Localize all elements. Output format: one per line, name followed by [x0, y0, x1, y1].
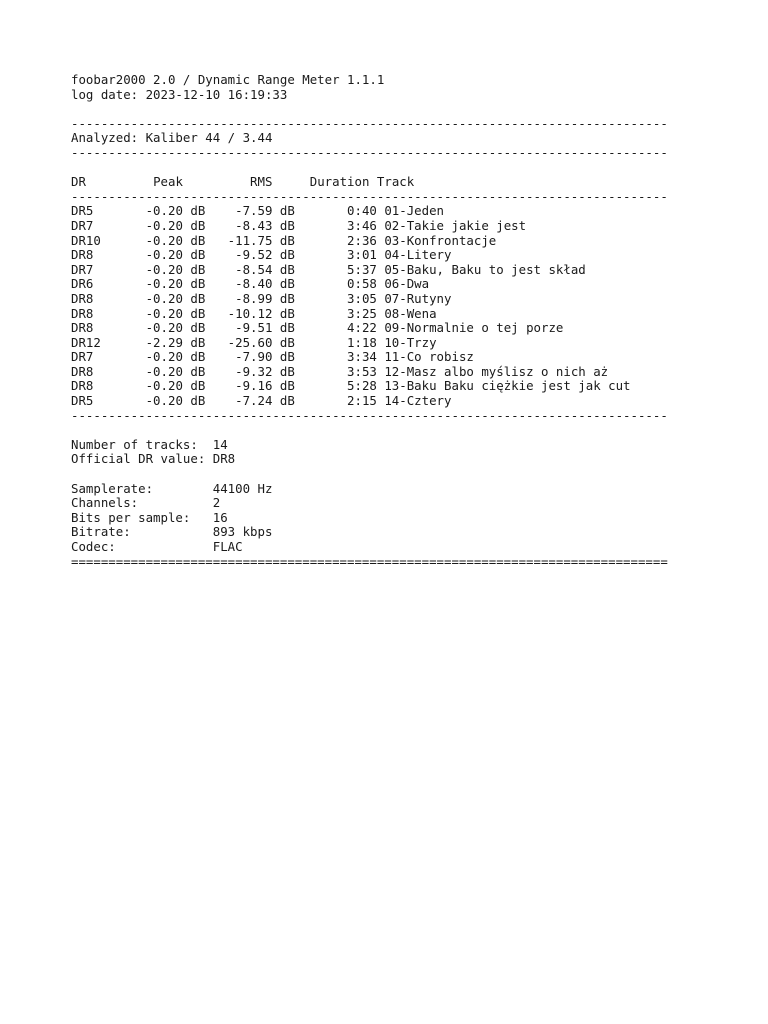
format-list [71, 482, 668, 555]
table-row [71, 365, 668, 380]
blank-line [71, 102, 668, 117]
track-peak: -0.20 dB [138, 261, 206, 277]
track-dr: DR10 [71, 232, 139, 248]
track-rms: -7.24 dB [205, 393, 295, 409]
number-of-tracks-label: Number of tracks: [71, 436, 198, 452]
track-duration: 5:37 [294, 261, 377, 277]
track-name: 08-Wena [384, 305, 437, 321]
format-label: Codec: [71, 539, 213, 554]
track-rms: -8.43 dB [205, 217, 295, 233]
separator: -------------------------------------------------------------------------------- [71, 188, 668, 204]
track-name: 05-Baku, Baku to jest skład [384, 261, 586, 277]
track-duration: 3:34 [294, 349, 377, 365]
track-name: 09-Normalnie o tej porze [384, 320, 564, 336]
track-dr: DR5 [71, 393, 139, 409]
track-peak: -0.20 dB [138, 290, 206, 306]
track-name: 13-Baku Baku ciężkie jest jak cut [384, 378, 631, 394]
separator: -------------------------------------------------------------------------------- [71, 407, 668, 423]
track-rms: -8.40 dB [205, 276, 295, 292]
official-dr-label: Official DR value: [71, 451, 206, 467]
track-peak: -0.20 dB [138, 393, 206, 409]
track-list [71, 204, 668, 408]
dr-log [71, 73, 668, 569]
col-rms: RMS [250, 174, 273, 190]
table-row [71, 350, 668, 365]
track-peak: -0.20 dB [138, 320, 206, 336]
track-dr: DR8 [71, 378, 139, 394]
track-rms: -9.16 dB [205, 378, 295, 394]
track-dr: DR6 [71, 276, 139, 292]
track-dr: DR12 [71, 334, 139, 350]
col-duration: Duration [309, 174, 370, 190]
table-row [71, 234, 668, 249]
table-row [71, 321, 668, 336]
track-dr: DR5 [71, 203, 139, 219]
table-row [71, 394, 668, 409]
track-peak: -0.20 dB [138, 203, 206, 219]
format-label: Bitrate: [71, 524, 213, 540]
format-row [71, 511, 668, 526]
track-name: 11-Co robisz [384, 349, 474, 365]
track-dr: DR7 [71, 349, 139, 365]
track-rms: -9.51 dB [205, 320, 295, 336]
track-rms: -7.59 dB [205, 203, 295, 219]
track-dr: DR7 [71, 217, 139, 233]
number-of-tracks [71, 438, 668, 453]
track-duration: 2:15 [294, 393, 377, 409]
col-dr: DR [71, 174, 86, 190]
track-rms: -9.32 dB [205, 363, 295, 379]
track-duration: 0:58 [294, 276, 377, 292]
track-name: 04-Litery [384, 247, 452, 263]
table-row [71, 336, 668, 351]
track-duration: 1:18 [294, 334, 377, 350]
official-dr [71, 452, 668, 467]
track-name: 12-Masz albo myślisz o nich aż [384, 363, 609, 379]
table-row [71, 277, 668, 292]
track-duration: 3:05 [294, 290, 377, 306]
double-separator: ================================================================================ [71, 553, 668, 569]
table-row [71, 219, 668, 234]
track-peak: -0.20 dB [138, 247, 206, 263]
track-dr: DR8 [71, 290, 139, 306]
track-name: 03-Konfrontacje [384, 232, 497, 248]
track-name: 07-Rutyny [384, 290, 452, 306]
track-rms: -11.75 dB [205, 232, 295, 248]
format-value: FLAC [212, 539, 243, 554]
table-row [71, 263, 668, 278]
table-row [71, 292, 668, 307]
separator: -------------------------------------------------------------------------------- [71, 115, 668, 131]
table-row [71, 379, 668, 394]
format-label: Bits per sample: [71, 509, 213, 525]
track-dr: DR8 [71, 320, 139, 336]
official-dr-value: DR8 [212, 451, 236, 467]
blank-line [71, 423, 668, 438]
app-line: foobar2000 2.0 / Dynamic Range Meter 1.1.1 [71, 72, 385, 87]
track-peak: -0.20 dB [138, 363, 206, 379]
track-peak: -0.20 dB [138, 217, 206, 233]
blank-line [71, 467, 668, 482]
track-dr: DR8 [71, 305, 139, 321]
track-duration: 3:25 [294, 305, 377, 321]
track-rms: -8.99 dB [205, 290, 295, 306]
track-rms: -8.54 dB [205, 261, 295, 277]
track-rms: -25.60 dB [205, 334, 295, 350]
track-rms: -9.52 dB [205, 247, 295, 263]
track-dr: DR7 [71, 261, 139, 277]
track-name: 02-Takie jakie jest [384, 217, 527, 233]
col-peak: Peak [153, 174, 183, 190]
format-value: 2 [212, 495, 221, 511]
blank-line [71, 161, 668, 176]
format-label: Channels: [71, 495, 213, 511]
track-duration: 3:01 [294, 247, 377, 263]
track-name: 01-Jeden [384, 203, 445, 219]
format-value: 16 [212, 509, 228, 525]
track-duration: 4:22 [294, 320, 377, 336]
format-label: Samplerate: [71, 480, 213, 496]
track-duration: 3:46 [294, 217, 377, 233]
track-peak: -0.20 dB [138, 276, 206, 292]
track-rms: -10.12 dB [205, 305, 295, 321]
table-row [71, 204, 668, 219]
track-peak: -0.20 dB [138, 378, 206, 394]
track-duration: 5:28 [294, 378, 377, 394]
format-row [71, 540, 668, 555]
separator: -------------------------------------------------------------------------------- [71, 144, 668, 160]
track-peak: -0.20 dB [138, 232, 206, 248]
column-header [71, 175, 668, 190]
track-peak: -0.20 dB [138, 349, 206, 365]
track-duration: 0:40 [294, 203, 377, 219]
track-name: 06-Dwa [384, 276, 430, 292]
track-duration: 3:53 [294, 363, 377, 379]
table-row [71, 307, 668, 322]
format-value: 893 kbps [212, 524, 273, 540]
track-peak: -0.20 dB [138, 305, 206, 321]
format-row [71, 482, 668, 497]
format-row [71, 525, 668, 540]
track-peak: -2.29 dB [138, 334, 206, 350]
number-of-tracks-value: 14 [212, 436, 228, 452]
track-rms: -7.90 dB [205, 349, 295, 365]
track-dr: DR8 [71, 363, 139, 379]
col-track: Track [376, 174, 415, 190]
track-name: 10-Trzy [384, 334, 437, 350]
track-duration: 2:36 [294, 232, 377, 248]
track-name: 14-Cztery [384, 393, 452, 409]
track-dr: DR8 [71, 247, 139, 263]
format-value: 44100 Hz [212, 480, 273, 496]
table-row [71, 248, 668, 263]
format-row [71, 496, 668, 511]
analyzed-line: Analyzed: Kaliber 44 / 3.44 [71, 130, 273, 146]
log-date: log date: 2023-12-10 16:19:33 [71, 86, 288, 102]
